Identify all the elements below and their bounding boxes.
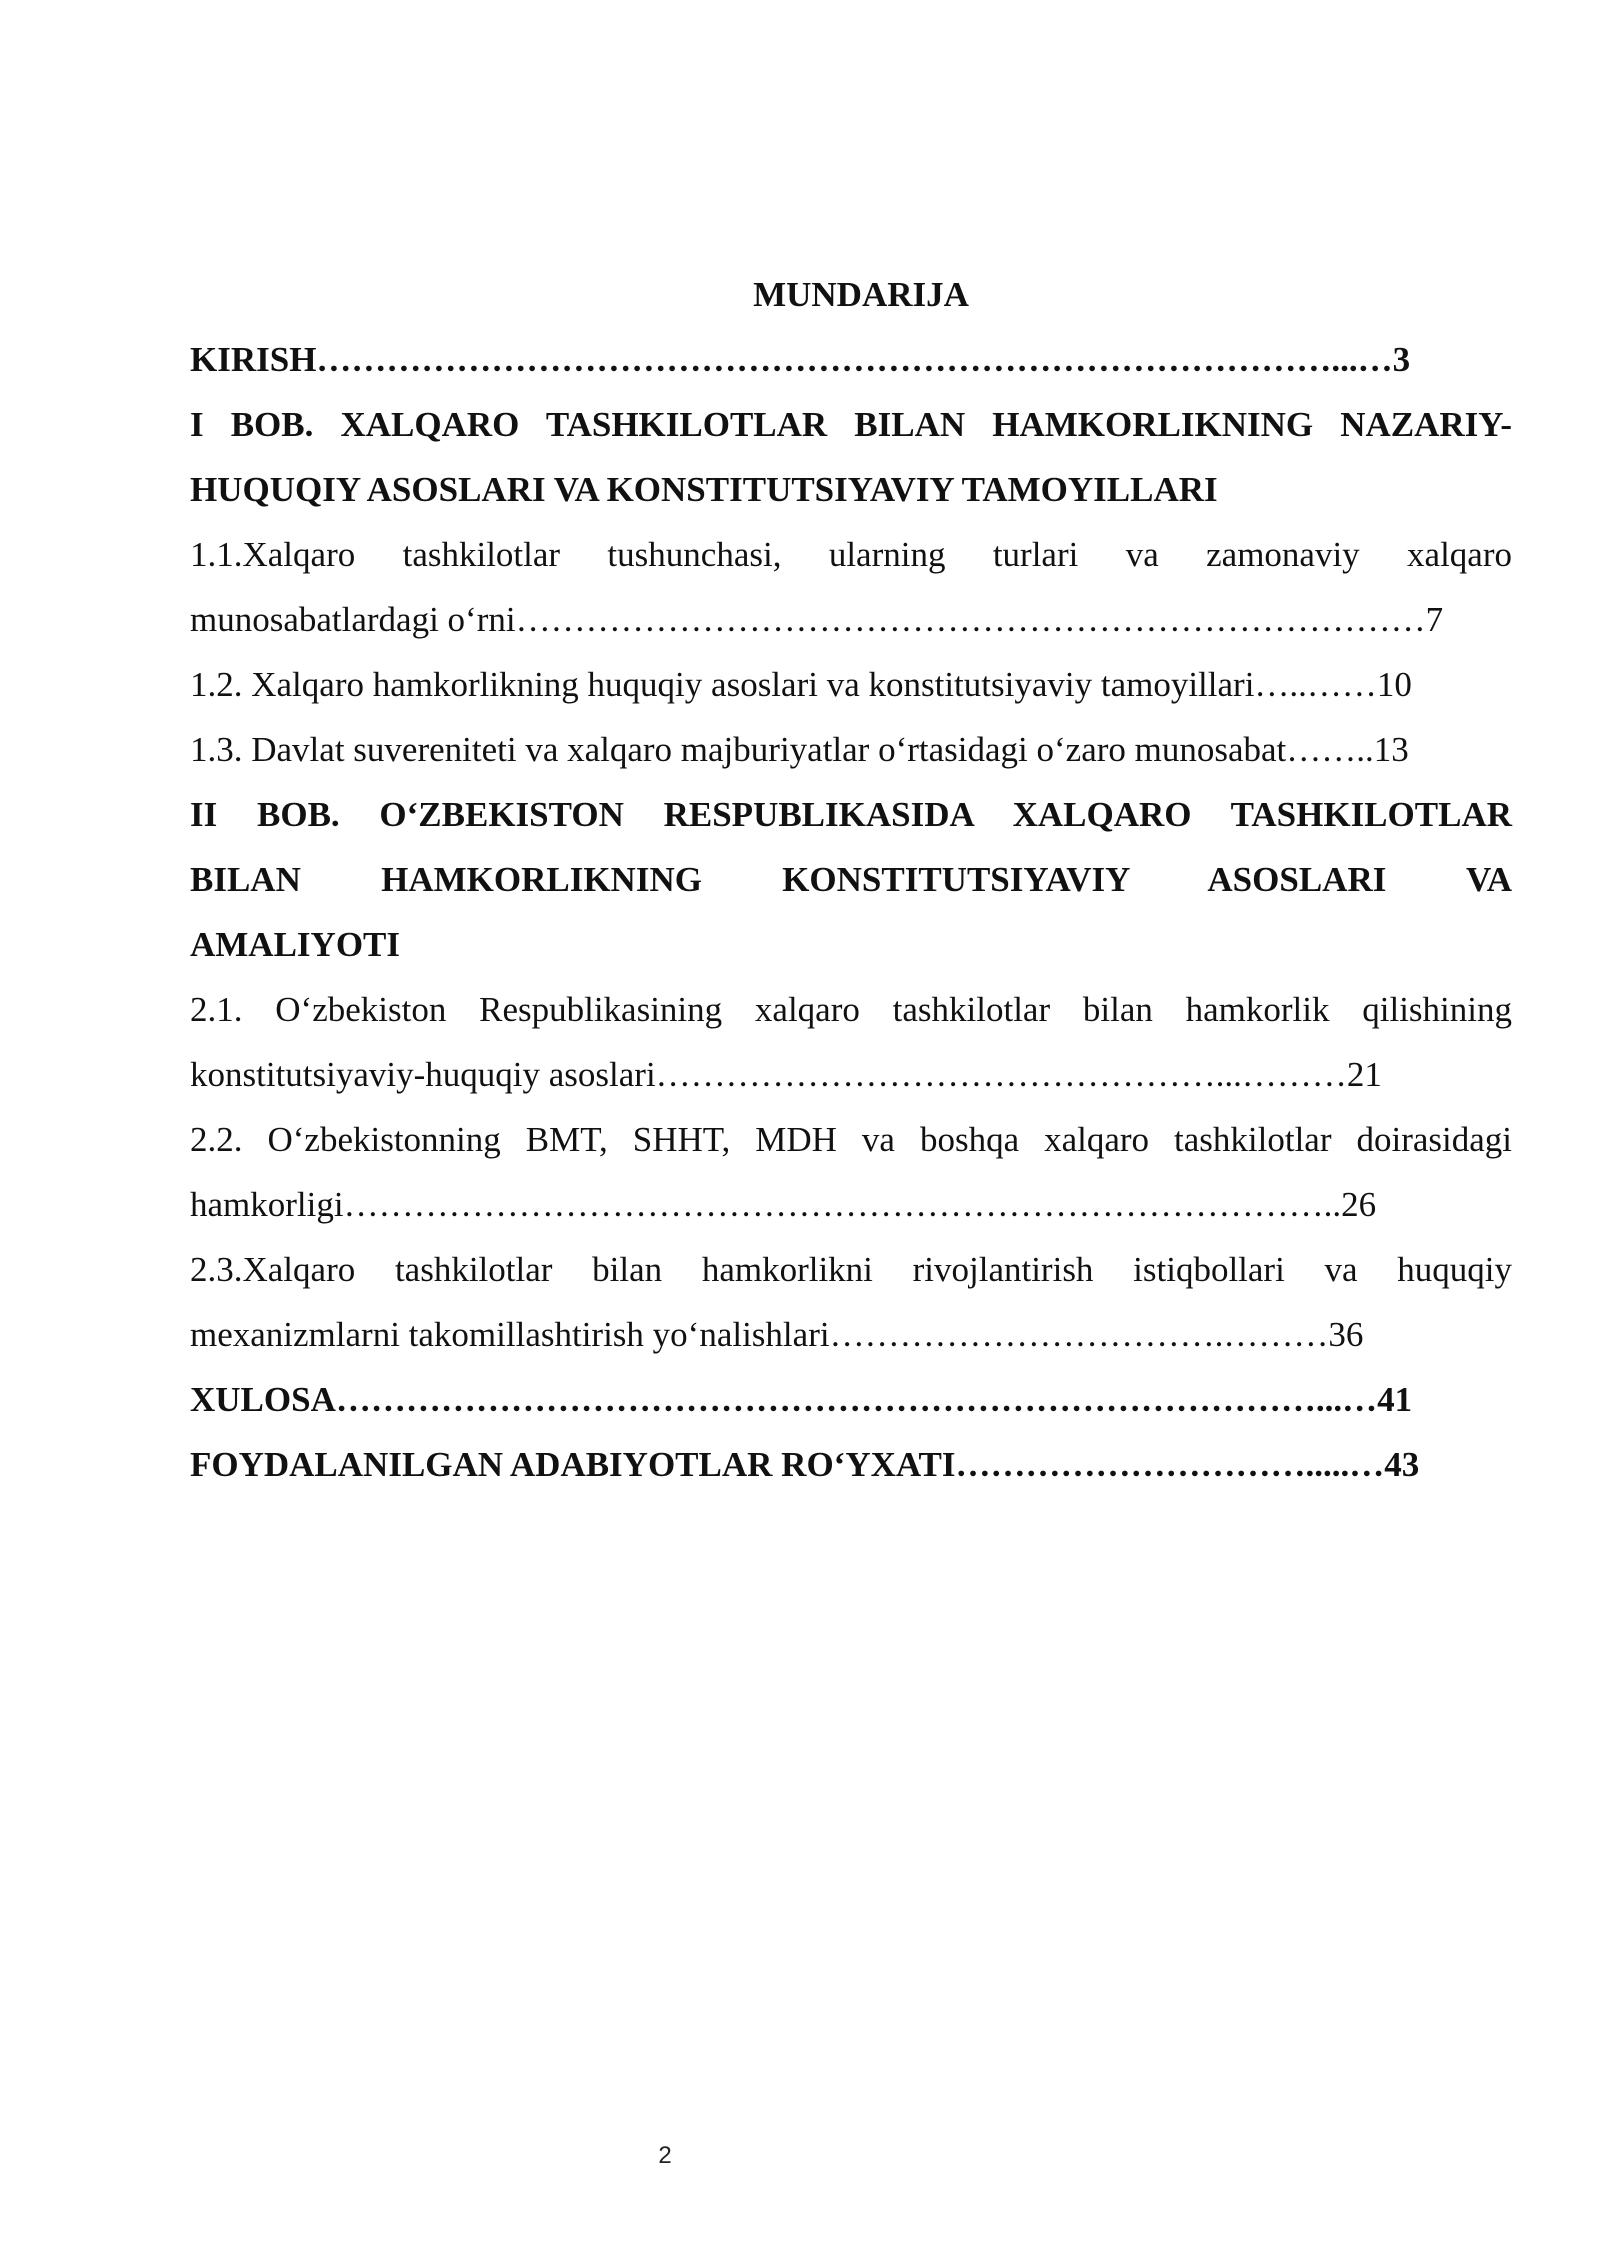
toc-section-1-1-line-1: 1.1.Xalqaro tashkilotlar tushunchasi, ularning turlari va zamonaviy xalqaro <box>190 535 1512 574</box>
toc-section-1-3: 1.3. Davlat suvereniteti va xalqaro majburiyatlar o‘rtasidagi o‘zaro munosabat……..13 <box>190 730 1409 769</box>
toc-chapter-1-line-2: HUQUQIY ASOSLARI VA KONSTITUTSIYAVIY TAMOYILLARI <box>190 470 1218 509</box>
toc-section-1-2: 1.2. Xalqaro hamkorlikning huquqiy asoslari va konstitutsiyaviy tamoyillari…..……10 <box>190 665 1412 704</box>
toc-section-2-3-line-1: 2.3.Xalqaro tashkilotlar bilan hamkorlikni rivojlantirish istiqbollari va huquqiy <box>190 1250 1512 1289</box>
toc-section-2-1-line-2: konstitutsiyaviy-huquqiy asoslari…………………………………………...………21 <box>190 1055 1382 1094</box>
toc-entry-xulosa: XULOSA…………………………………………………………………………...…41 <box>190 1380 1413 1419</box>
toc-chapter-1-line-1: I BOB. XALQARO TASHKILOTLAR BILAN HAMKORLIKNING NAZARIY- <box>190 405 1512 444</box>
toc-chapter-2-line-2: BILAN HAMKORLIKNING KONSTITUTSIYAVIY ASOSLARI VA <box>190 860 1512 899</box>
toc-entry-adabiyotlar: FOYDALANILGAN ADABIYOTLAR RO‘YXATI………………………….....…43 <box>190 1445 1420 1484</box>
toc-section-2-3-line-2: mexanizmlarni takomillashtirish yo‘nalishlari…………………………….………36 <box>190 1315 1364 1354</box>
table-of-contents <box>190 262 1512 1497</box>
toc-entry-kirish: KIRISH……………………………………………………………………………...…3 <box>190 340 1411 379</box>
toc-chapter-2-line-3: AMALIYOTI <box>190 925 401 964</box>
toc-chapter-2-line-1: II BOB. O‘ZBEKISTON RESPUBLIKASIDA XALQARO TASHKILOTLAR <box>190 795 1512 834</box>
toc-section-1-1-line-2: munosabatlardagi o‘rni……………………………………………………………………7 <box>190 600 1444 639</box>
page-number: 2 <box>658 2142 672 2169</box>
toc-section-2-2-line-1: 2.2. O‘zbekistonning BMT, SHHT, MDH va boshqa xalqaro tashkilotlar doirasidagi <box>190 1120 1512 1159</box>
toc-title: MUNDARIJA <box>753 275 969 314</box>
toc-section-2-1-line-1: 2.1. O‘zbekiston Respublikasining xalqaro tashkilotlar bilan hamkorlik qilishining <box>190 990 1512 1029</box>
toc-section-2-2-line-2: hamkorligi…………………………………………………………………………..26 <box>190 1185 1377 1224</box>
